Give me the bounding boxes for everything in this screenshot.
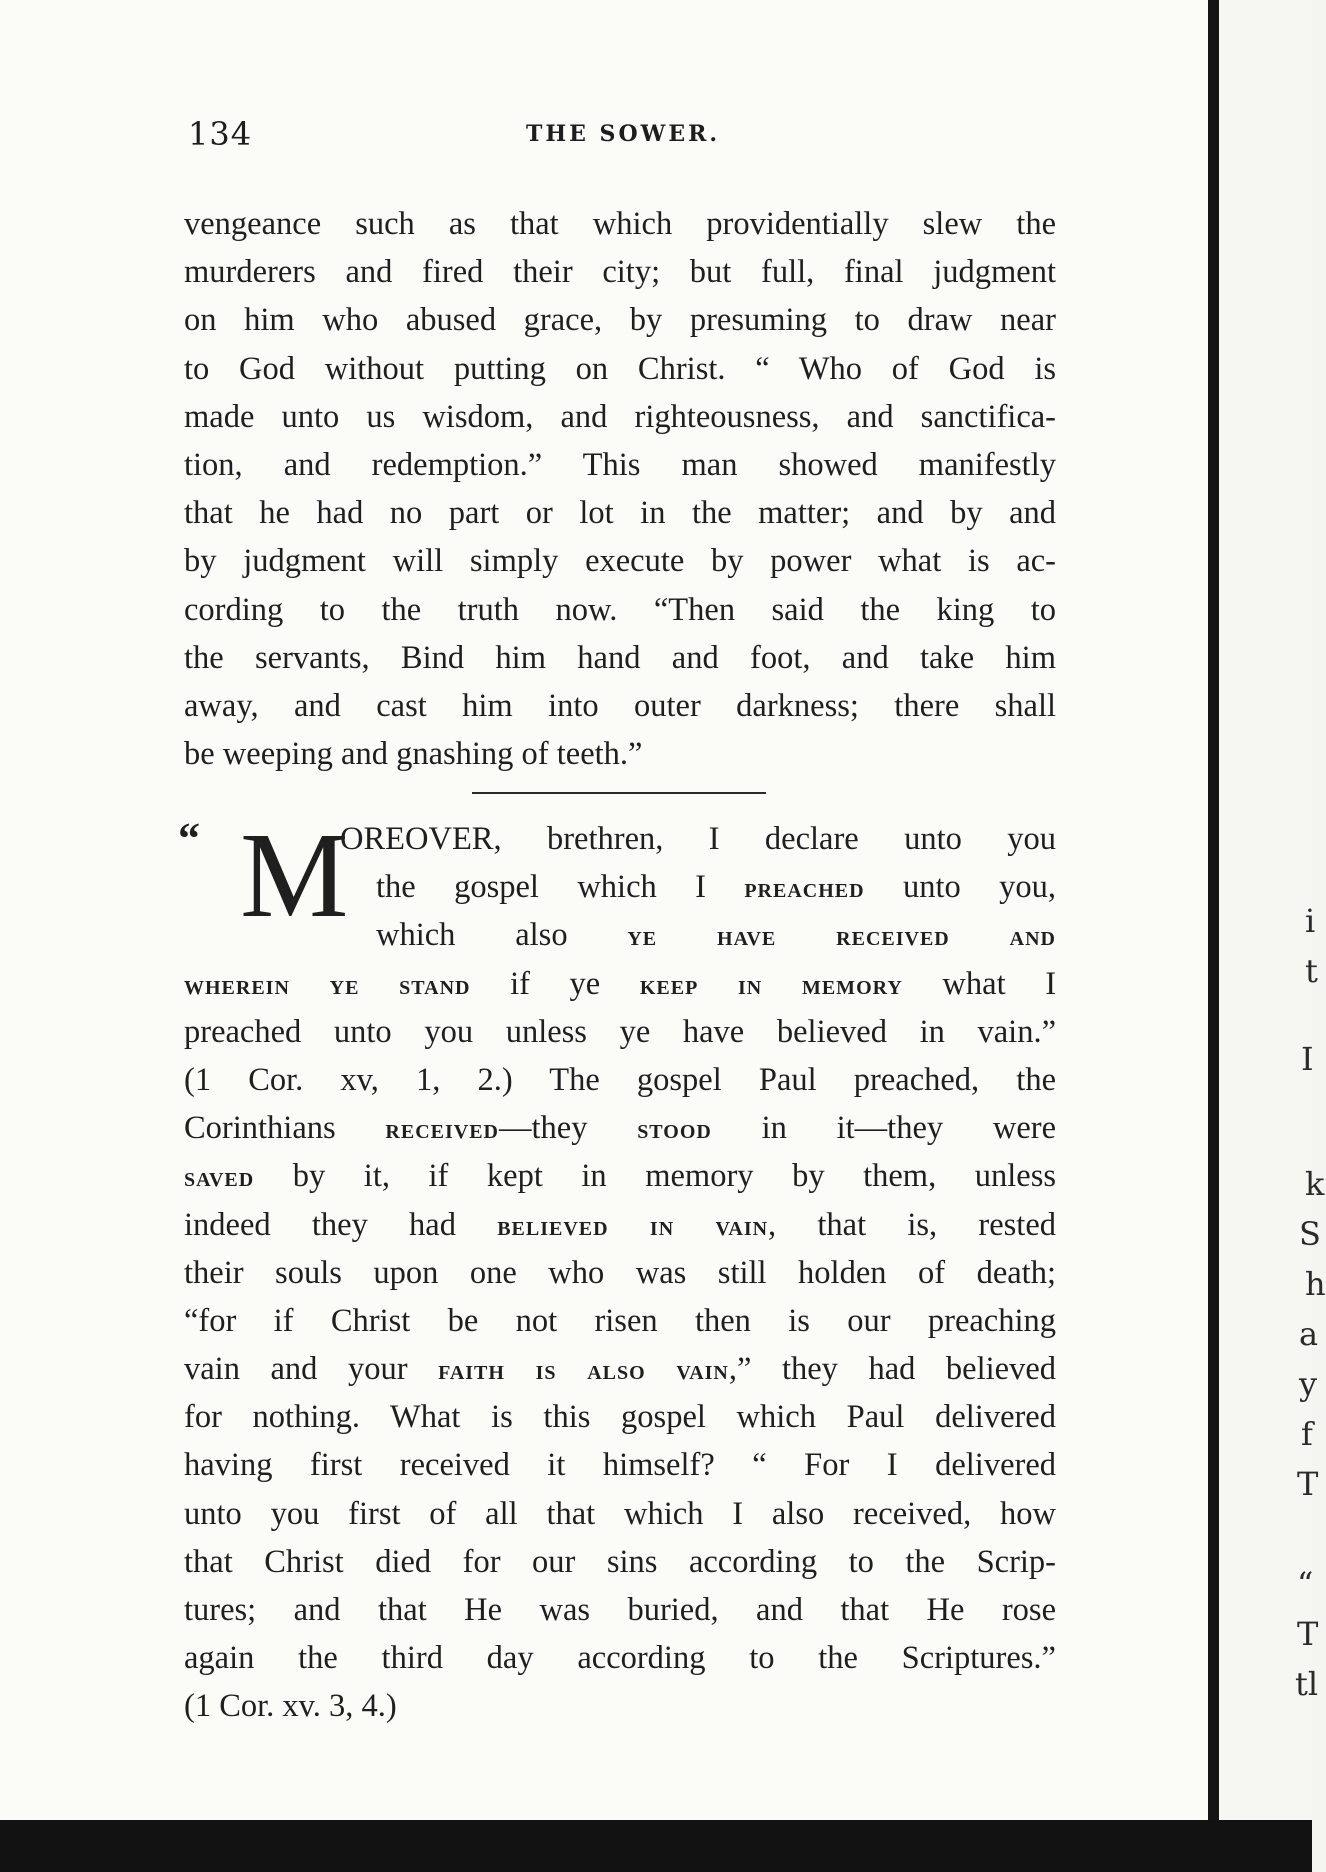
small-caps-run: keep in memory bbox=[639, 968, 903, 1001]
section-divider bbox=[472, 792, 766, 794]
facing-letter: t bbox=[1305, 952, 1318, 990]
facing-letter: S bbox=[1299, 1215, 1321, 1253]
facing-letter: k bbox=[1305, 1165, 1325, 1203]
paragraph-1 bbox=[184, 200, 1056, 778]
facing-page-edge bbox=[1219, 0, 1326, 1820]
text-line bbox=[184, 1345, 1056, 1393]
facing-letter: T bbox=[1297, 1465, 1319, 1503]
book-gutter bbox=[1208, 0, 1219, 1820]
text-run: if ye bbox=[470, 965, 640, 1002]
small-caps-run: believed in vain bbox=[497, 1209, 769, 1242]
text-line: having first received it himself? “ For I delivered bbox=[184, 1447, 1056, 1484]
text-line: for nothing. What is this gospel which Paul delivered bbox=[184, 1399, 1056, 1436]
text-line: that he had no part or lot in the matter; and by and bbox=[184, 495, 1056, 532]
drop-cap-lines bbox=[184, 808, 1056, 960]
text-line: their souls upon one who was still holden of death; bbox=[184, 1254, 1056, 1291]
facing-letter: y bbox=[1299, 1365, 1318, 1403]
text-line: vengeance such as that which providentially slew the bbox=[184, 206, 1056, 242]
opening-quote: “ bbox=[178, 814, 200, 863]
small-caps-run: stood bbox=[637, 1113, 712, 1146]
small-caps-run: saved bbox=[184, 1161, 255, 1194]
facing-letter: tl bbox=[1295, 1665, 1319, 1703]
text-line: preached unto you unless ye have believed in vain.” bbox=[184, 1013, 1056, 1050]
text-run: what I bbox=[902, 965, 1057, 1002]
text-line: tures; and that He was buried, and that He rose bbox=[184, 1592, 1056, 1629]
scan-border bbox=[0, 1820, 1312, 1872]
text-line: (1 Cor. xv. 3, 4.) bbox=[184, 1688, 397, 1725]
text-line: the servants, Bind him hand and foot, and take him bbox=[184, 639, 1056, 676]
text-run: the gospel which I bbox=[376, 869, 745, 906]
text-line: that Christ died for our sins according to the Scrip- bbox=[184, 1543, 1056, 1580]
text-line: tion, and redemption.” This man showed manifestly bbox=[184, 446, 1056, 483]
drop-cap: M bbox=[240, 808, 349, 943]
text-line: on him who abused grace, by presuming to draw near bbox=[184, 302, 1056, 339]
page-number: 134 bbox=[188, 115, 253, 153]
text-run: Corinthians bbox=[184, 1110, 386, 1147]
text-run: , that is, rested bbox=[768, 1206, 1056, 1243]
small-caps-run: preached bbox=[744, 872, 865, 905]
facing-letter: h bbox=[1305, 1265, 1326, 1303]
text-line: unto you first of all that which I also received, how bbox=[184, 1495, 1056, 1532]
facing-letter: I bbox=[1301, 1040, 1314, 1078]
text-run: vain and your bbox=[184, 1351, 439, 1388]
facing-letter: f bbox=[1301, 1415, 1313, 1453]
facing-letter: i bbox=[1305, 902, 1316, 940]
text-run: indeed they had bbox=[184, 1206, 498, 1243]
text-line bbox=[376, 911, 1056, 959]
text-run: —they bbox=[498, 1110, 638, 1147]
facing-letter: T bbox=[1297, 1615, 1319, 1653]
text-line: by judgment will simply execute by power what is ac- bbox=[184, 543, 1056, 580]
small-caps-run: faith is also vain bbox=[438, 1354, 729, 1387]
text-line: again the third day according to the Scriptures.” bbox=[184, 1640, 1056, 1677]
text-run: ,” they had believed bbox=[728, 1351, 1057, 1388]
text-run: in it—they were bbox=[711, 1110, 1056, 1147]
text-line: be weeping and gnashing of teeth.” bbox=[184, 736, 643, 773]
text-line bbox=[184, 1201, 1056, 1249]
text-line: to God without putting on Christ. “ Who of God is bbox=[184, 350, 1056, 387]
text-line bbox=[184, 1152, 1056, 1200]
text-run: which also bbox=[376, 917, 628, 954]
text-line bbox=[376, 863, 1056, 911]
page-header bbox=[188, 112, 1058, 156]
text-line: cording to the truth now. “Then said the king to bbox=[184, 591, 1056, 628]
text-line bbox=[184, 1104, 1056, 1152]
text-line: (1 Cor. xv, 1, 2.) The gospel Paul preached, the bbox=[184, 1061, 1056, 1098]
text-line: “for if Christ be not risen then is our preaching bbox=[184, 1302, 1056, 1339]
facing-letter: a bbox=[1299, 1315, 1319, 1353]
facing-letter: “ bbox=[1297, 1565, 1314, 1603]
drop-cap-block bbox=[178, 808, 1056, 960]
running-head: THE SOWER. bbox=[525, 121, 721, 147]
text-line: made unto us wisdom, and righteousness, and sanctifica- bbox=[184, 398, 1056, 435]
small-caps-run: received bbox=[385, 1113, 499, 1146]
small-caps-run: wherein ye stand bbox=[184, 968, 471, 1001]
text-line: away, and cast him into outer darkness; there shall bbox=[184, 687, 1056, 724]
paragraph-2 bbox=[178, 808, 1057, 1731]
text-run: unto you, bbox=[864, 869, 1056, 906]
small-caps-run: ye have received and bbox=[627, 920, 1056, 953]
text-line: murderers and fired their city; but full, final judgment bbox=[184, 254, 1056, 291]
text-run: by it, if kept in memory by them, unless bbox=[254, 1158, 1056, 1195]
text-line: OREOVER, brethren, I declare unto you bbox=[340, 821, 1056, 857]
text-line bbox=[184, 960, 1056, 1008]
